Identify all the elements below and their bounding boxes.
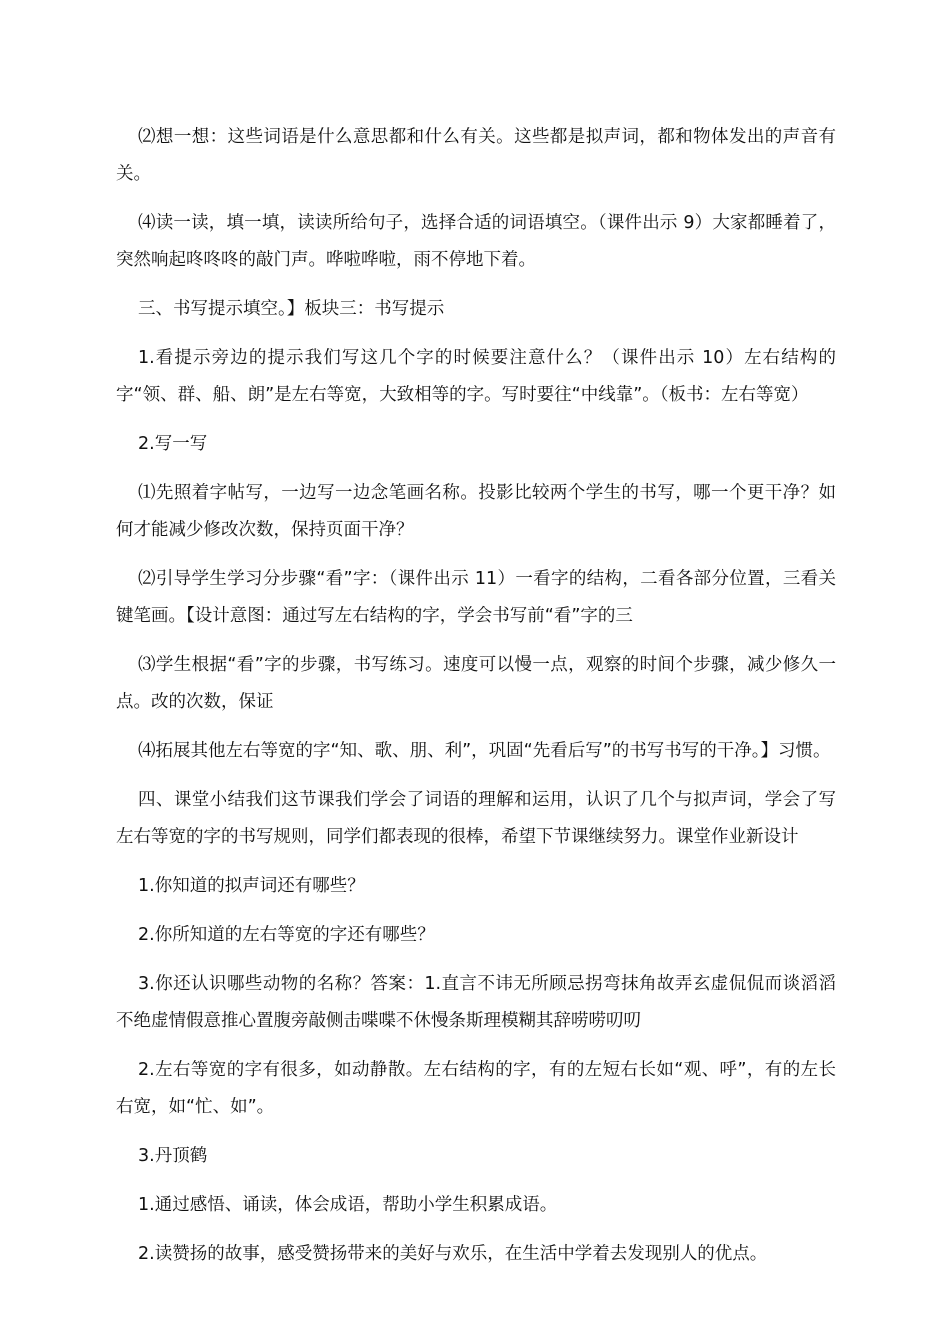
paragraph-practice: ⑶学生根据“看”字的步骤，书写练习。速度可以慢一点，观察的时间个步骤，减少修久一点。改的次数，保证 <box>116 655 836 712</box>
paragraph-structure-tips: 1.看提示旁边的提示我们写这几个字的时候要注意什么？（课件出示 10）左右结构的字“领、群、船、朗”是左右等宽，大致相等的字。写时要往“中线靠”。（板书：左右等宽） <box>116 348 836 405</box>
answer-item-3: 3.丹顶鹤 <box>138 1146 208 1166</box>
answer-item-2: 2.左右等宽的字有很多，如动静散。左右结构的字，有的左短右长如“观、呼”，有的左长右宽，如“忙、如”。 <box>116 1060 836 1117</box>
paragraph-write-heading: 2.写一写 <box>138 434 208 454</box>
paragraph-copybook: ⑴先照着字帖写，一边写一边念笔画名称。投影比较两个学生的书写，哪一个更干净？如何才能减少修改次数，保持页面干净？ <box>116 483 836 540</box>
section-heading-writing-tips: 三、书写提示填空。】板块三：书写提示 <box>138 299 445 319</box>
homework-item-3-answers: 3.你还认识哪些动物的名称？答案：1.直言不讳无所顾忌拐弯抹角故弄玄虚侃侃而谈滔滔不绝虚情假意推心置腹旁敲侧击喋喋不休慢条斯理模糊其辞唠唠叨叨 <box>116 974 836 1031</box>
paragraph-extend: ⑷拓展其他左右等宽的字“知、歌、朋、利”，巩固“先看后写”的书写书写的干净。】习惯。 <box>138 741 831 761</box>
paragraph-think: ⑵想一想：这些词语是什么意思都和什么有关。这些都是拟声词，都和物体发出的声音有关。 <box>116 127 836 184</box>
section-summary: 四、课堂小结我们这节课我们学会了词语的理解和运用，认识了几个与拟声词，学会了写左右等宽的字的书写规则，同学们都表现的很棒，希望下节课继续努力。课堂作业新设计 <box>116 790 836 847</box>
paragraph-read-fill: ⑷读一读，填一填，读读所给句子，选择合适的词语填空。（课件出示 9）大家都睡着了，突然响起咚咚咚的敲门声。哗啦哗啦，雨不停地下着。 <box>116 213 836 270</box>
paragraph-steps-look: ⑵引导学生学习分步骤“看”字：（课件出示 11）一看字的结构，二看各部分位置，三看关键笔画。【设计意图：通过写左右结构的字，学会书写前“看”字的三 <box>116 569 836 626</box>
homework-item-1: 1.你知道的拟声词还有哪些？ <box>138 876 365 896</box>
homework-item-2: 2.你所知道的左右等宽的字还有哪些？ <box>138 925 435 945</box>
objective-item-1: 1.通过感悟、诵读，体会成语，帮助小学生积累成语。 <box>138 1195 558 1215</box>
document-body <box>116 119 836 1285</box>
objective-item-2: 2.读赞扬的故事，感受赞扬带来的美好与欢乐，在生活中学着去发现别人的优点。 <box>138 1244 768 1264</box>
